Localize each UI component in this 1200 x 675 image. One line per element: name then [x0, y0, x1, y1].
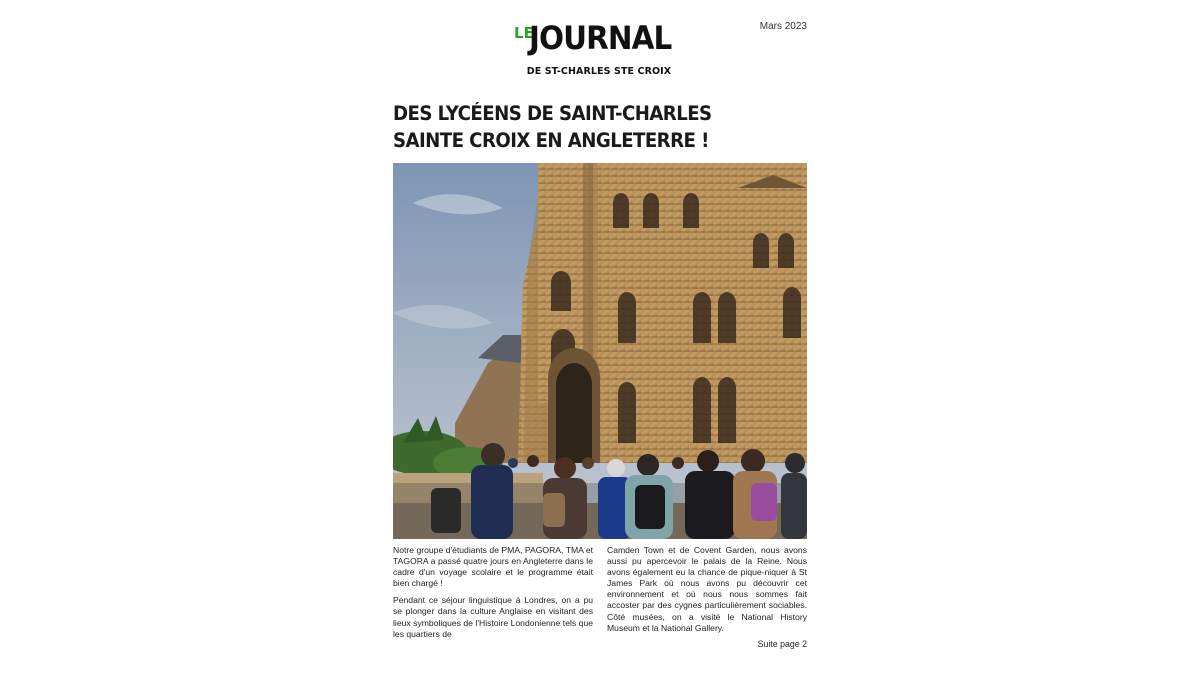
logo-subtitle: DE ST-CHARLES STE CROIX [526, 66, 672, 77]
issue-date: Mars 2023 [759, 21, 807, 32]
article-photo [393, 163, 807, 539]
article-paragraph: Camden Town et de Covent Garden, nous avons aussi pu apercevoir le palais de la Reine. Nous avons également eu la chance de pique-niquer à St James Park où nous avons pu découvrir cet environnement et où nous nous sommes fait accoster par des cygnes particulièrement sociables. Côté musées, on a visité le National History Museum et la National Gallery. [607, 545, 807, 633]
continued-link: Suite page 2 [757, 639, 807, 649]
logo-le: LE [514, 24, 534, 42]
article-paragraph: Pendant ce séjour linguistique à Londres, on a pu se plonger dans la culture Anglaise en visitant des lieux symboliques de l'Histoire Londonienne tels que les quartiers de [393, 595, 593, 639]
masthead [393, 18, 807, 88]
article-column-right [607, 545, 807, 640]
article-paragraph: Notre groupe d'étudiants de PMA, PAGORA, TMA et TAGORA a passé quatre jours en Angleterre dans le cadre d'un voyage scolaire et le programme était bien chargé ! [393, 545, 593, 589]
logo-journal: JOURNAL [529, 19, 672, 57]
journal-logo [514, 18, 684, 80]
article-column-left [393, 545, 593, 646]
newspaper-page [393, 0, 807, 675]
article-headline: DES LYCÉENS DE SAINT-CHARLES SAINTE CROIX EN ANGLETERRE ! [393, 102, 712, 152]
